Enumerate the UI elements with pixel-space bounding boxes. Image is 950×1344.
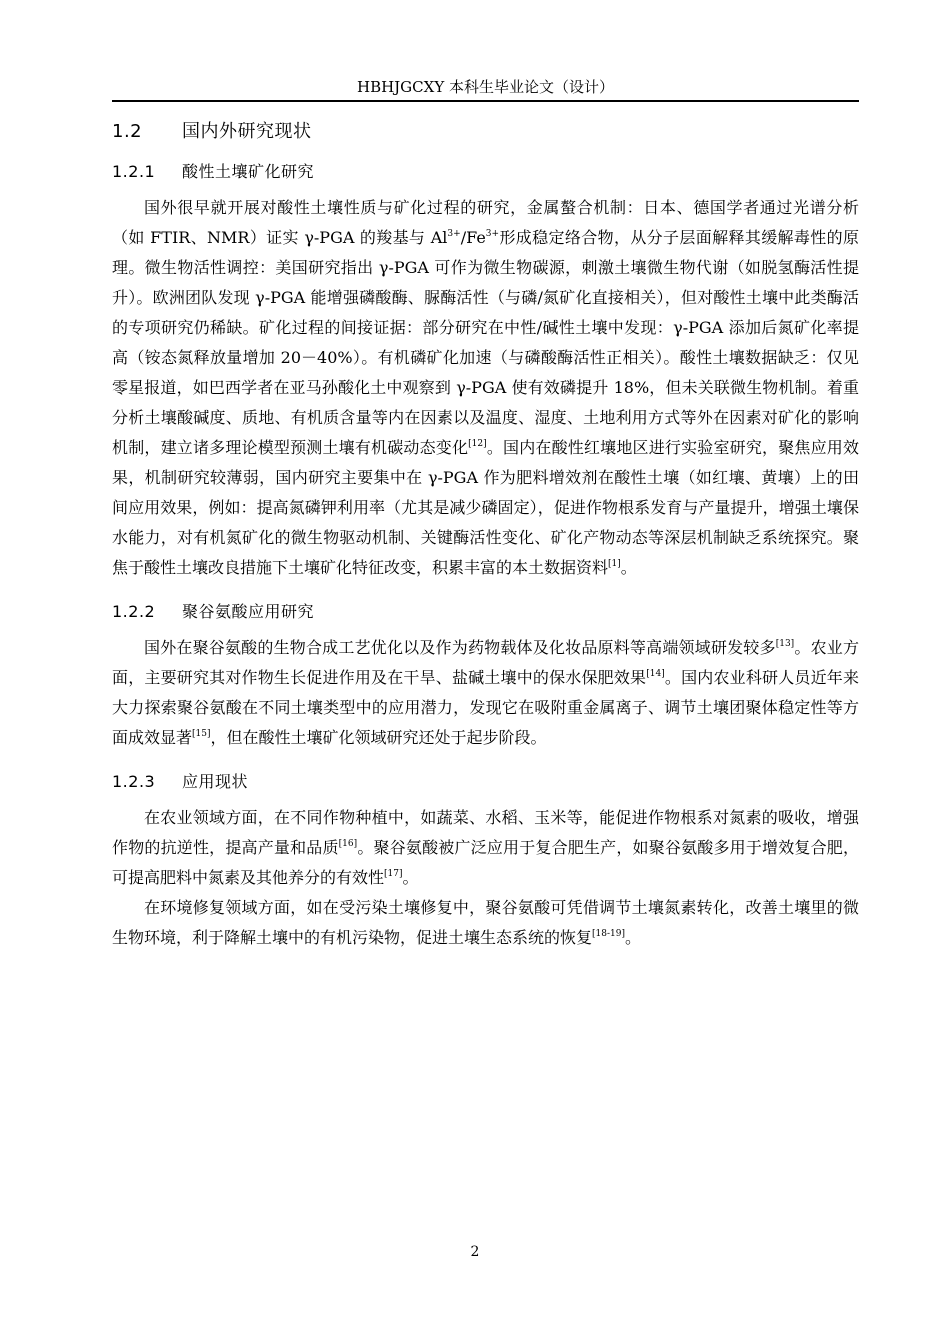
subsection-heading bbox=[112, 599, 859, 625]
spacer bbox=[112, 753, 859, 769]
citation-ref[interactable]: [12] bbox=[468, 439, 487, 449]
subsection-heading bbox=[112, 769, 859, 795]
paragraph-text: 在农业领域方面，在不同作物种植中，如蔬菜、水稻、玉米等，能促进作物根系对氮素的吸收，增强作物的抗逆性，提高产量和品质 bbox=[112, 808, 859, 857]
paragraph-text: ，但在酸性土壤矿化领域研究还处于起步阶段。 bbox=[210, 728, 547, 747]
paragraph-text: 。国内农业科研人员近年来大力探索聚谷氨酸在不同土壤类型中的应用潜力，发现它在吸附重金属离子、调节土壤团聚体稳定性等方面成效显著 bbox=[112, 668, 859, 747]
body-paragraph bbox=[112, 893, 859, 953]
citation-ref[interactable]: [16] bbox=[338, 839, 358, 849]
paragraph-text: 国外在聚谷氨酸的生物合成工艺优化以及作为药物载体及化妆品原料等高端领域研发较多 bbox=[144, 638, 776, 657]
paragraph-text: 。农业方面，主要研究其对作物生长促进作用及在干旱、盐碱土壤中的保水保肥效果 bbox=[112, 638, 859, 687]
paragraph-text: 。聚谷氨酸被广泛应用于复合肥生产，如聚谷氨酸多用于增效复合肥，可提高肥料中氮素及其他养分的有效性 bbox=[112, 838, 859, 887]
body-paragraph bbox=[112, 633, 859, 753]
superscript-charge: 3+ bbox=[447, 229, 461, 239]
subsection-number: 1.2.1 bbox=[112, 162, 156, 181]
section-number: 1.2 bbox=[112, 121, 143, 142]
page-number: 2 bbox=[470, 1244, 480, 1260]
subsection-title: 酸性土壤矿化研究 bbox=[182, 162, 315, 181]
paragraph-text: 在环境修复领域方面，如在受污染土壤修复中，聚谷氨酸可凭借调节土壤氮素转化，改善土壤里的微生物环境，利于降解土壤中的有机污染物，促进土壤生态系统的恢复 bbox=[112, 898, 859, 947]
paragraph-text: 。 bbox=[624, 928, 641, 947]
paragraph-text: 形成稳定络合物，从分子层面解释其缓解毒性的原理。微生物活性调控：美国研究指出 γ-PGA 可作为微生物碳源，刺激土壤微生物代谢（如脱氢酶活性提升）。欧洲团队发现 γ-PGA 能增强磷酸酶、脲酶活性（与磷/氮矿化直接相关），但对酸性土壤中此类酶活的专项研究仍稀缺。矿化过程的间接证据：部分研究在中性/碱性土壤中发现：γ-PGA 添加后氮矿化率提高（铵态氮释放量增加 20－40%）。有机磷矿化加速（与磷酸酶活性正相关）。酸性土壤数据缺乏：仅见零星报道，如巴西学者在亚马孙酸化土中观察到 γ-PGA 使有效磷提升 18%，但未关联微生物机制。着重分析土壤酸碱度、质地、有机质含量等内在因素以及温度、湿度、土地利用方式等外在因素对矿化的影响机制，建立诸多理论模型预测土壤有机碳动态变化 bbox=[112, 228, 859, 457]
subsection-title: 聚谷氨酸应用研究 bbox=[182, 602, 315, 621]
paragraph-text: 。 bbox=[620, 558, 637, 577]
subsection-number: 1.2.3 bbox=[112, 772, 156, 791]
subsection-heading bbox=[112, 159, 859, 185]
body-paragraph bbox=[112, 193, 859, 583]
citation-ref[interactable]: [14] bbox=[646, 669, 665, 679]
citation-ref[interactable]: [15] bbox=[192, 729, 211, 739]
body-paragraph bbox=[112, 803, 859, 893]
paragraph-text: 国外很早就开展对酸性土壤性质与矿化过程的研究，金属螯合机制：日本、德国学者通过光谱分析（如 FTIR、NMR）证实 γ-PGA 的羧基与 Al bbox=[112, 198, 859, 247]
header-rule bbox=[112, 100, 859, 102]
paragraph-text: 。 bbox=[402, 868, 419, 887]
citation-ref[interactable]: [13] bbox=[775, 639, 795, 649]
citation-ref[interactable]: [18-19] bbox=[592, 929, 625, 939]
subsection-number: 1.2.2 bbox=[112, 602, 156, 621]
paragraph-text: /Fe bbox=[460, 228, 486, 247]
citation-ref[interactable]: [17] bbox=[384, 869, 403, 879]
superscript-charge: 3+ bbox=[485, 229, 500, 239]
running-header: HBHJGCXY 本科生毕业论文（设计） bbox=[356, 78, 614, 96]
section-title: 国内外研究现状 bbox=[182, 121, 312, 142]
page-content bbox=[112, 117, 859, 953]
subsection-title: 应用现状 bbox=[182, 772, 249, 791]
spacer bbox=[112, 583, 859, 599]
citation-ref[interactable]: [1] bbox=[608, 559, 621, 569]
section-heading bbox=[112, 117, 859, 147]
paragraph-text: 。国内在酸性红壤地区进行实验室研究，聚焦应用效果，机制研究较薄弱，国内研究主要集中在 γ-PGA 作为肥料增效剂在酸性土壤（如红壤、黄壤）上的田间应用效果，例如：提高氮磷钾利用率（尤其是减少磷固定），促进作物根系发育与产量提升，增强土壤保水能力，对有机氮矿化的微生物驱动机制、关键酶活性变化、矿化产物动态等深层机制缺乏系统探究。聚焦于酸性土壤改良措施下土壤矿化特征改变，积累丰富的本土数据资料 bbox=[112, 438, 859, 577]
